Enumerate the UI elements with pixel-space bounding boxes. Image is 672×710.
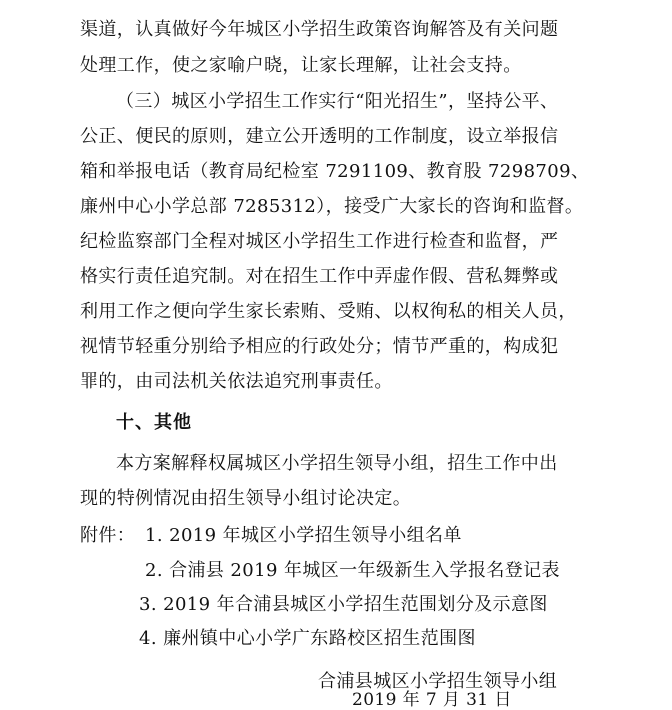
body-line: 处理工作，使之家喻户晓，让家长理解，让社会支持。	[80, 55, 522, 76]
body-line: 格实行责任追究制。对在招生工作中弄虚作假、营私舞弊或	[80, 266, 559, 287]
signature-org: 合浦县城区小学招生领导小组	[318, 671, 558, 692]
body-line: 利用工作之便向学生家长索贿、受贿、以权徇私的相关人员，	[80, 301, 577, 322]
body-line: 罪的，由司法机关依法追究刑事责任。	[80, 371, 393, 392]
body-line: 公正、便民的原则，建立公开透明的工作制度，设立举报信	[80, 126, 559, 147]
body-line: 渠道，认真做好今年城区小学招生政策咨询解答及有关问题	[80, 19, 559, 40]
body-line: （三）城区小学招生工作实行“阳光招生”，坚持公平、	[116, 91, 559, 112]
signature-date: 2019 年 7 月 31 日	[352, 690, 512, 710]
body-line: 视情节轻重分别给予相应的行政处分；情节严重的，构成犯	[80, 336, 559, 357]
section-heading: 十、其他	[116, 412, 192, 433]
attachment-item: 2. 合浦县 2019 年城区一年级新生入学报名登记表	[145, 560, 560, 581]
attachment-item: 1. 2019 年城区小学招生领导小组名单	[145, 525, 462, 546]
attachments-label: 附件：	[80, 525, 136, 546]
body-line: 廉州中心小学总部 7285312），接受广大家长的咨询和监督。	[80, 196, 584, 217]
body-line: 箱和举报电话（教育局纪检室 7291109、教育股 7298709、	[80, 161, 590, 182]
body-line: 纪检监察部门全程对城区小学招生工作进行检查和监督，严	[80, 231, 559, 252]
section-line: 本方案解释权属城区小学招生领导小组，招生工作中出	[116, 453, 558, 474]
section-line: 现的特例情况由招生领导小组讨论决定。	[80, 488, 412, 509]
attachment-item: 4. 廉州镇中心小学广东路校区招生范围图	[139, 628, 476, 649]
attachment-item: 3. 2019 年合浦县城区小学招生范围划分及示意图	[139, 594, 548, 615]
